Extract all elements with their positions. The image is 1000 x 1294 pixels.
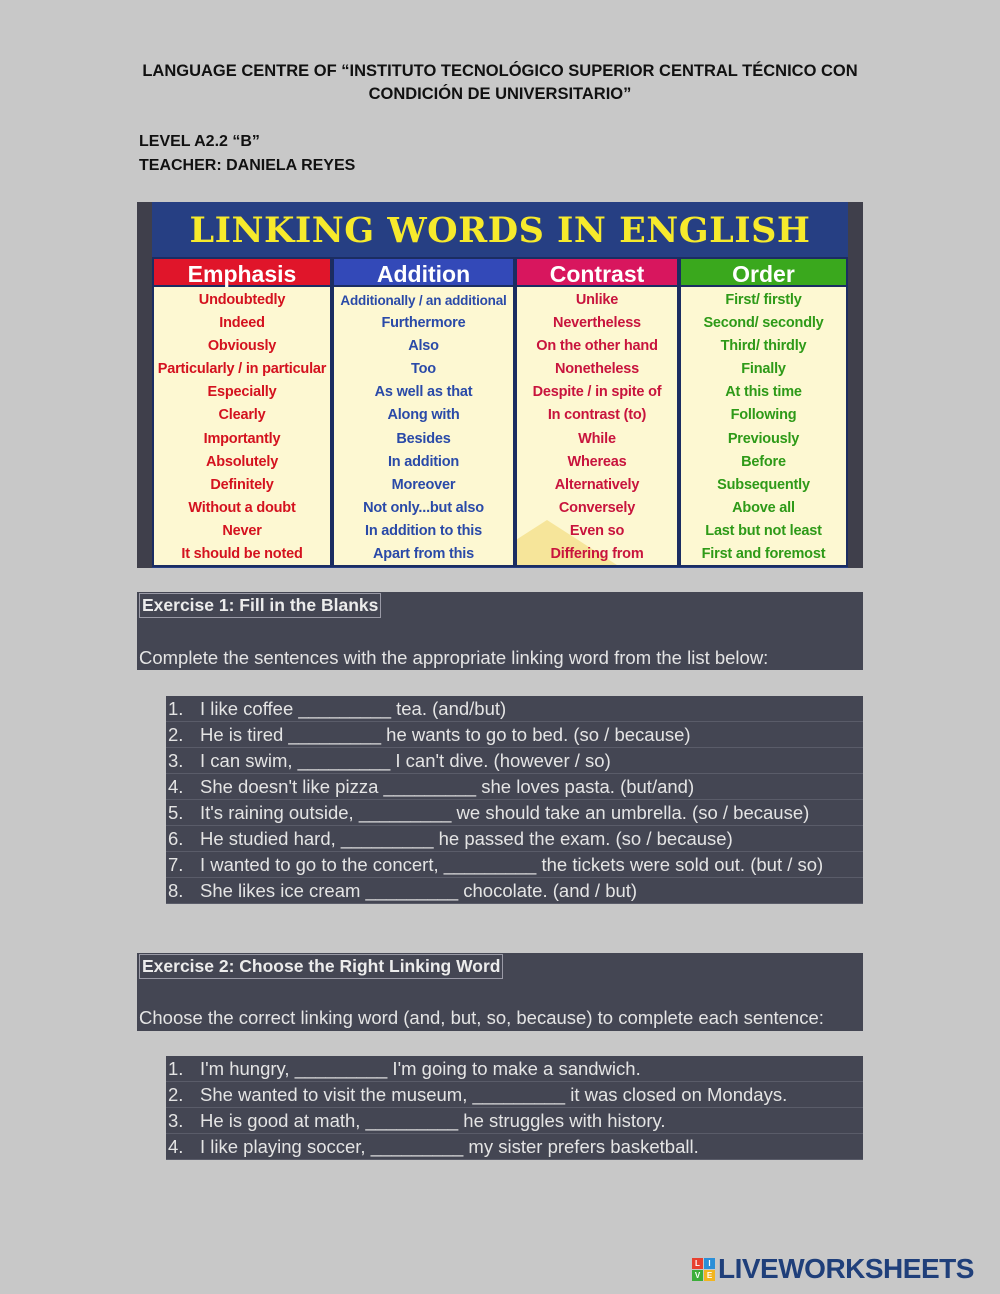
- item-text: I like coffee _________ tea. (and/but): [200, 698, 507, 719]
- list-item: Nonetheless: [554, 361, 640, 378]
- list-item: Additionally / an additional: [340, 293, 507, 308]
- exercise-1-title: Exercise 1: Fill in the Blanks: [139, 593, 381, 618]
- column-list: [679, 287, 848, 567]
- list-item: [166, 748, 863, 774]
- list-item: Nevertheless: [553, 315, 641, 332]
- institution-line-2: CONDICIÓN DE UNIVERSITARIO”: [368, 85, 632, 103]
- list-item: [166, 696, 863, 722]
- item-text: I wanted to go to the concert, _________ the tickets were sold out. (but / so): [200, 854, 824, 875]
- list-item: [166, 1108, 863, 1134]
- exercise-2-list: [166, 1056, 863, 1160]
- list-item: [166, 774, 863, 800]
- item-number: 6.: [168, 828, 184, 849]
- column-addition: [332, 257, 515, 567]
- list-item: Furthermore: [381, 315, 466, 332]
- list-item: On the other hand: [536, 338, 658, 355]
- list-item: Indeed: [219, 315, 265, 332]
- institution-heading: [130, 60, 870, 106]
- column-list: [332, 287, 515, 567]
- item-text: I like playing soccer, _________ my sister prefers basketball.: [200, 1136, 699, 1157]
- logo-mark-letter: I: [704, 1258, 715, 1269]
- item-number: 4.: [168, 1136, 184, 1157]
- list-item: [166, 1082, 863, 1108]
- list-item: Above all: [732, 499, 795, 516]
- list-item: Differing from: [550, 546, 644, 563]
- exercise-1-instruction: Complete the sentences with the appropriate linking word from the list below:: [139, 647, 769, 668]
- item-text: She likes ice cream _________ chocolate. (and / but): [200, 880, 638, 901]
- list-item: [166, 1056, 863, 1082]
- logo-text: LIVEWORKSHEETS: [718, 1253, 974, 1284]
- item-number: 2.: [168, 724, 184, 745]
- item-text: He is good at math, _________ he struggles with history.: [200, 1110, 666, 1131]
- list-item: Never: [222, 522, 262, 539]
- exercise-2-title: Exercise 2: Choose the Right Linking Word: [139, 954, 503, 979]
- list-item: Before: [741, 453, 786, 470]
- column-order: [679, 257, 848, 567]
- institution-line-1: LANGUAGE CENTRE OF “INSTITUTO TECNOLÓGICO SUPERIOR CENTRAL TÉCNICO CON: [142, 62, 858, 80]
- level-label: LEVEL A2.2 “B”: [139, 133, 260, 150]
- list-item: Without a doubt: [188, 499, 296, 516]
- list-item: [166, 826, 863, 852]
- item-text: He studied hard, _________ he passed the exam. (so / because): [200, 828, 733, 849]
- list-item: Importantly: [203, 430, 281, 447]
- item-number: 1.: [168, 1058, 184, 1079]
- list-item: It should be noted: [181, 546, 303, 563]
- list-item: Following: [730, 407, 797, 424]
- item-number: 2.: [168, 1084, 184, 1105]
- list-item: As well as that: [374, 384, 473, 401]
- item-text: It's raining outside, _________ we should take an umbrella. (so / because): [200, 802, 810, 823]
- list-item: Finally: [741, 361, 786, 378]
- exercise-2-instruction: Choose the correct linking word (and, but, so, because) to complete each sentence:: [139, 1007, 824, 1028]
- column-heading: Order: [679, 257, 848, 287]
- list-item: Second/ secondly: [703, 315, 824, 332]
- column-contrast: [515, 257, 679, 567]
- item-number: 5.: [168, 802, 184, 823]
- item-text: I can swim, _________ I can't dive. (however / so): [200, 750, 611, 771]
- list-item: [166, 878, 863, 904]
- list-item: Whereas: [567, 453, 627, 470]
- item-text: She doesn't like pizza _________ she loves pasta. (but/and): [200, 776, 695, 797]
- list-item: Even so: [569, 522, 625, 539]
- list-item: Third/ thirdly: [720, 338, 807, 355]
- list-item: Particularly / in particular: [157, 361, 327, 378]
- column-heading: Contrast: [515, 257, 679, 287]
- list-item: [166, 852, 863, 878]
- exercise-1-list: [166, 696, 863, 904]
- item-number: 3.: [168, 750, 184, 771]
- list-item: Conversely: [558, 499, 636, 516]
- logo-mark-letter: V: [692, 1270, 703, 1281]
- list-item: Absolutely: [205, 453, 279, 470]
- item-number: 8.: [168, 880, 184, 901]
- list-item: First/ firstly: [725, 292, 802, 308]
- list-item: Unlike: [575, 292, 619, 308]
- list-item: Clearly: [218, 407, 266, 424]
- list-item: In contrast (to): [547, 407, 647, 424]
- liveworksheets-logo[interactable]: [692, 1254, 974, 1284]
- list-item: Not only...but also: [363, 499, 484, 516]
- list-item: Definitely: [210, 476, 274, 493]
- list-item: First and foremost: [701, 546, 826, 563]
- list-item: Previously: [727, 430, 800, 447]
- list-item: Alternatively: [554, 476, 640, 493]
- list-item: Undoubtedly: [198, 292, 286, 308]
- list-item: Apart from this: [373, 546, 474, 563]
- item-number: 4.: [168, 776, 184, 797]
- list-item: While: [578, 430, 616, 447]
- column-emphasis: [152, 257, 332, 567]
- logo-mark-icon: [692, 1258, 715, 1281]
- linking-words-banner: [137, 202, 863, 568]
- list-item: Moreover: [391, 476, 456, 493]
- teacher-label: TEACHER: DANIELA REYES: [139, 157, 356, 174]
- banner-title: LINKING WORDS IN ENGLISH: [189, 210, 811, 251]
- item-text: He is tired _________ he wants to go to bed. (so / because): [200, 724, 691, 745]
- item-number: 7.: [168, 854, 184, 875]
- list-item: Besides: [396, 430, 451, 447]
- column-list: [152, 287, 332, 567]
- list-item: In addition: [387, 453, 460, 470]
- list-item: [166, 722, 863, 748]
- list-item: Along with: [387, 407, 460, 424]
- list-item: At this time: [725, 384, 802, 401]
- list-item: Especially: [207, 384, 277, 401]
- list-item: Obviously: [207, 338, 277, 355]
- logo-mark-letter: E: [704, 1270, 715, 1281]
- list-item: Last but not least: [705, 522, 822, 539]
- logo-mark-letter: L: [692, 1258, 703, 1269]
- list-item: [166, 1134, 863, 1160]
- column-heading: Addition: [332, 257, 515, 287]
- item-number: 3.: [168, 1110, 184, 1131]
- list-item: Too: [411, 361, 436, 378]
- column-heading: Emphasis: [152, 257, 332, 287]
- list-item: Despite / in spite of: [532, 384, 662, 401]
- list-item: [166, 800, 863, 826]
- list-item: Also: [408, 338, 439, 355]
- banner-panel: [152, 202, 848, 568]
- item-number: 1.: [168, 698, 184, 719]
- item-text: I'm hungry, _________ I'm going to make a sandwich.: [200, 1058, 641, 1079]
- item-text: She wanted to visit the museum, _________ it was closed on Mondays.: [200, 1084, 788, 1105]
- list-item: In addition to this: [364, 522, 482, 539]
- list-item: Subsequently: [717, 476, 810, 493]
- column-list: [515, 287, 679, 567]
